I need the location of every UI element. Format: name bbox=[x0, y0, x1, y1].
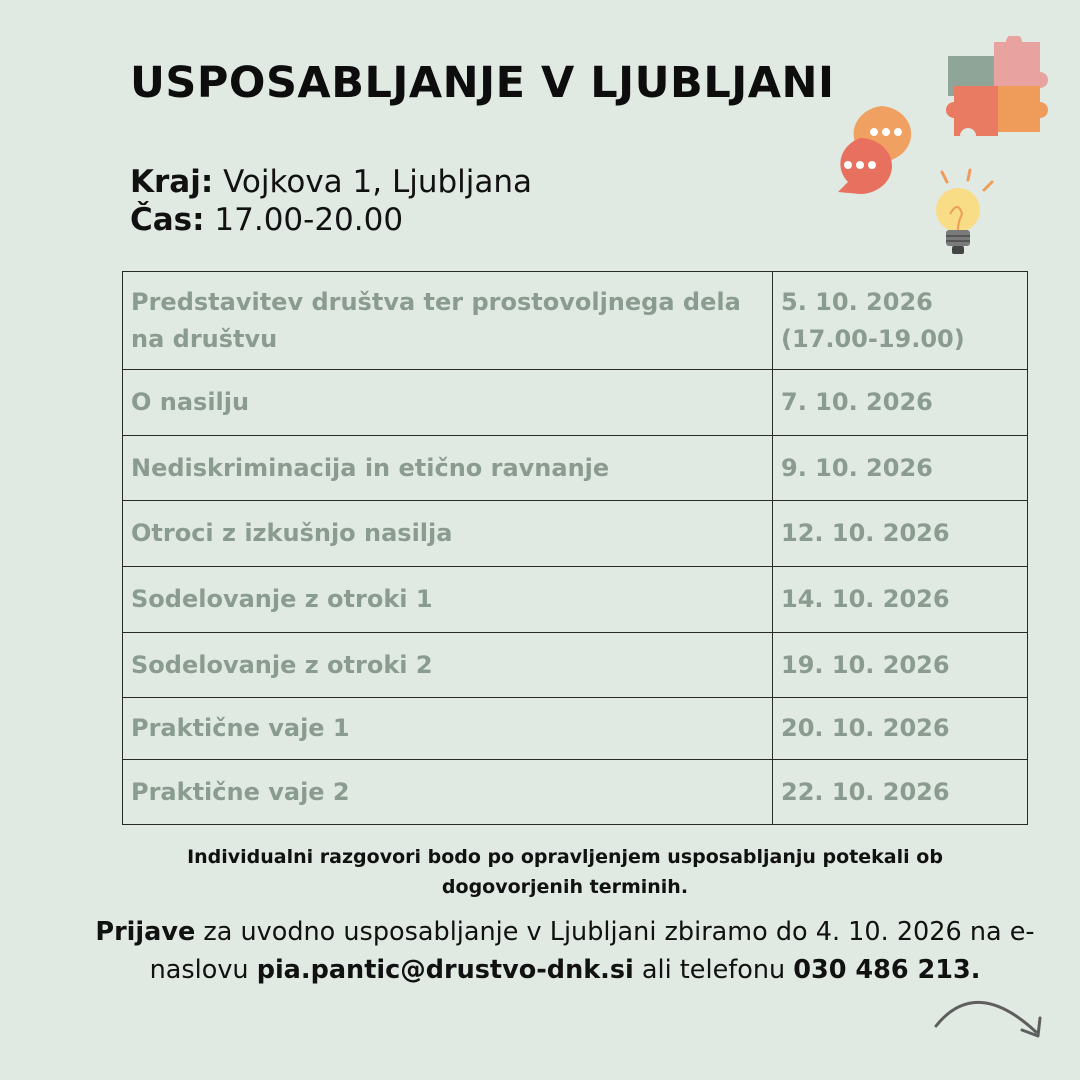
date-cell: 19. 10. 2026 bbox=[773, 633, 1028, 698]
signup-text-part1: za uvodno usposabljanje v Ljubljani zbiramo do 4. 10. 2026 na e-naslovu bbox=[149, 917, 1035, 985]
place-line bbox=[130, 163, 532, 201]
time-line bbox=[130, 201, 532, 239]
event-info bbox=[130, 163, 532, 239]
place-value: Vojkova 1, Ljubljana bbox=[223, 164, 533, 200]
table-row bbox=[123, 760, 1028, 825]
table-row bbox=[123, 370, 1028, 436]
chat-bubbles-icon bbox=[826, 104, 918, 198]
phone-number[interactable]: 030 486 213. bbox=[793, 955, 981, 985]
date-cell: 12. 10. 2026 bbox=[773, 501, 1028, 567]
date-cell: 22. 10. 2026 bbox=[773, 760, 1028, 825]
table-row bbox=[123, 567, 1028, 633]
email-address[interactable]: pia.pantic@drustvo-dnk.si bbox=[256, 955, 634, 985]
schedule-table bbox=[122, 271, 1028, 825]
topic-cell: Sodelovanje z otroki 2 bbox=[123, 633, 773, 698]
table-row bbox=[123, 272, 1028, 370]
signup-text bbox=[80, 913, 1050, 989]
interview-note: Individualni razgovori bodo po opravljenjem usposabljanju potekali ob dogovorjenih terminih. bbox=[187, 846, 943, 898]
table-row bbox=[123, 501, 1028, 567]
curved-arrow-icon bbox=[926, 986, 1050, 1050]
topic-cell: Sodelovanje z otroki 1 bbox=[123, 567, 773, 633]
lightbulb-icon bbox=[926, 166, 998, 262]
date-cell: 5. 10. 2026 (17.00-19.00) bbox=[773, 272, 1028, 370]
date-cell: 20. 10. 2026 bbox=[773, 698, 1028, 760]
page-title: USPOSABLJANJE V LJUBLJANI bbox=[130, 58, 835, 108]
date-cell: 7. 10. 2026 bbox=[773, 370, 1028, 436]
topic-cell: Nediskriminacija in etično ravnanje bbox=[123, 436, 773, 501]
table-row bbox=[123, 698, 1028, 760]
table-row bbox=[123, 633, 1028, 698]
topic-cell: O nasilju bbox=[123, 370, 773, 436]
time-value: 17.00-20.00 bbox=[214, 202, 404, 238]
date-cell: 14. 10. 2026 bbox=[773, 567, 1028, 633]
signup-lead: Prijave bbox=[95, 917, 196, 947]
time-label: Čas: bbox=[130, 202, 205, 238]
signup-text-part2: ali telefonu bbox=[633, 955, 794, 985]
puzzle-icon bbox=[940, 36, 1056, 146]
topic-cell: Praktične vaje 1 bbox=[123, 698, 773, 760]
place-label: Kraj: bbox=[130, 164, 214, 200]
topic-cell: Predstavitev društva ter prostovoljnega dela na društvu bbox=[123, 272, 773, 370]
table-row bbox=[123, 436, 1028, 501]
topic-cell: Otroci z izkušnjo nasilja bbox=[123, 501, 773, 567]
date-cell: 9. 10. 2026 bbox=[773, 436, 1028, 501]
topic-cell: Praktične vaje 2 bbox=[123, 760, 773, 825]
